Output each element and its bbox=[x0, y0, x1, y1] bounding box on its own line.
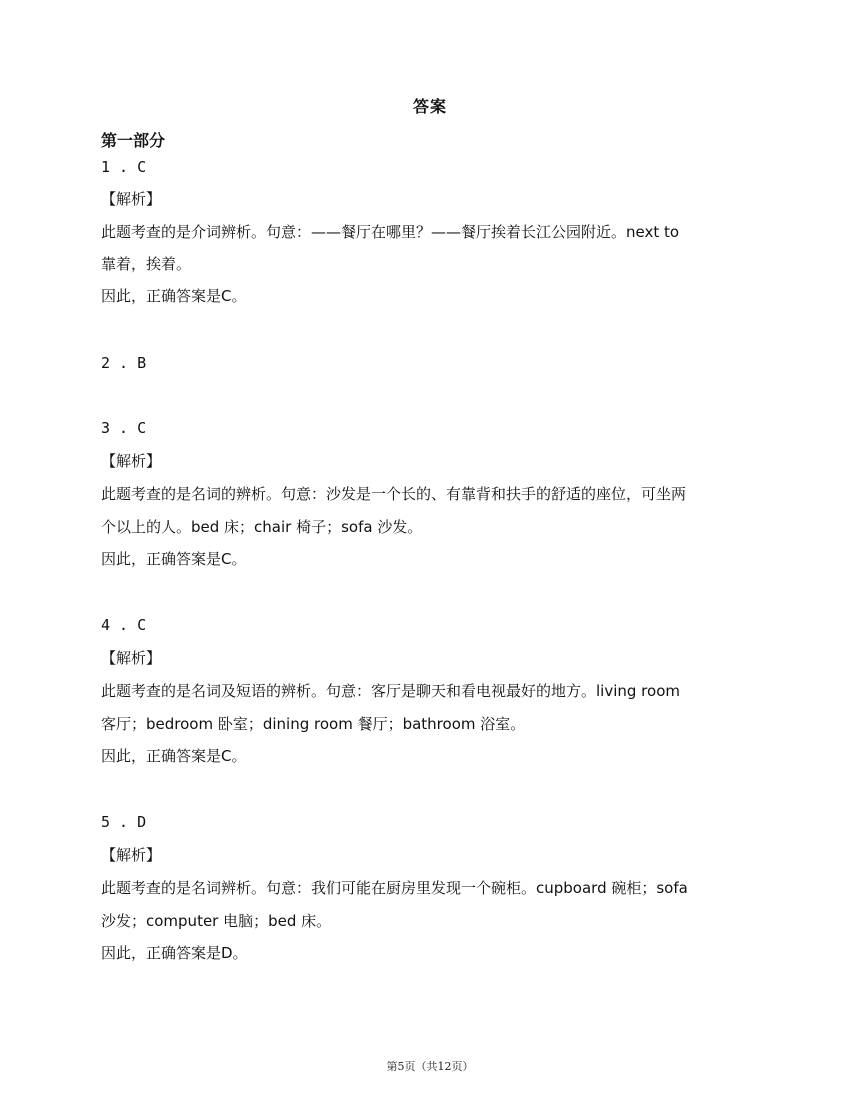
question-4-conclusion: 因此，正确答案是C。 bbox=[101, 747, 247, 765]
question-5-explanation-line-2: 沙发；computer 电脑；bed 床。 bbox=[101, 912, 332, 930]
question-3-analysis-tag: 【解析】 bbox=[101, 452, 162, 470]
question-1-conclusion: 因此，正确答案是C。 bbox=[101, 287, 247, 305]
question-1-analysis-tag: 【解析】 bbox=[101, 190, 162, 208]
question-3-explanation-line-2: 个以上的人。bed 床；chair 椅子；sofa 沙发。 bbox=[101, 518, 423, 536]
question-4-explanation-line-2: 客厅；bedroom 卧室；dining room 餐厅；bathroom 浴室。 bbox=[101, 715, 526, 733]
question-5-answer: 5 . D bbox=[101, 813, 147, 831]
page-footer: 第5页（共12页） bbox=[386, 1060, 474, 1073]
question-1-answer: 1 . C bbox=[101, 158, 147, 176]
question-4-answer: 4 . C bbox=[101, 616, 147, 634]
question-3-explanation-line-1: 此题考查的是名词的辨析。句意：沙发是一个长的、有靠背和扶手的舒适的座位，可坐两 bbox=[101, 485, 687, 503]
question-2-answer: 2 . B bbox=[101, 354, 147, 372]
question-4-explanation-line-1: 此题考查的是名词及短语的辨析。句意：客厅是聊天和看电视最好的地方。living room bbox=[101, 682, 680, 700]
question-3-conclusion: 因此，正确答案是C。 bbox=[101, 550, 247, 568]
question-5-explanation-line-1: 此题考查的是名词辨析。句意：我们可能在厨房里发现一个碗柜。cupboard 碗柜；sofa bbox=[101, 879, 688, 897]
question-4-analysis-tag: 【解析】 bbox=[101, 649, 162, 667]
question-3-answer: 3 . C bbox=[101, 419, 147, 437]
question-5-analysis-tag: 【解析】 bbox=[101, 846, 162, 864]
question-1-explanation-line-1: 此题考查的是介词辨析。句意：——餐厅在哪里？——餐厅挨着长江公园附近。next to bbox=[101, 223, 680, 241]
page-title: 答案 bbox=[412, 97, 447, 116]
question-1-explanation-line-2: 靠着，挨着。 bbox=[101, 255, 192, 273]
section-heading: 第一部分 bbox=[101, 131, 166, 150]
question-5-conclusion: 因此，正确答案是D。 bbox=[101, 944, 248, 962]
